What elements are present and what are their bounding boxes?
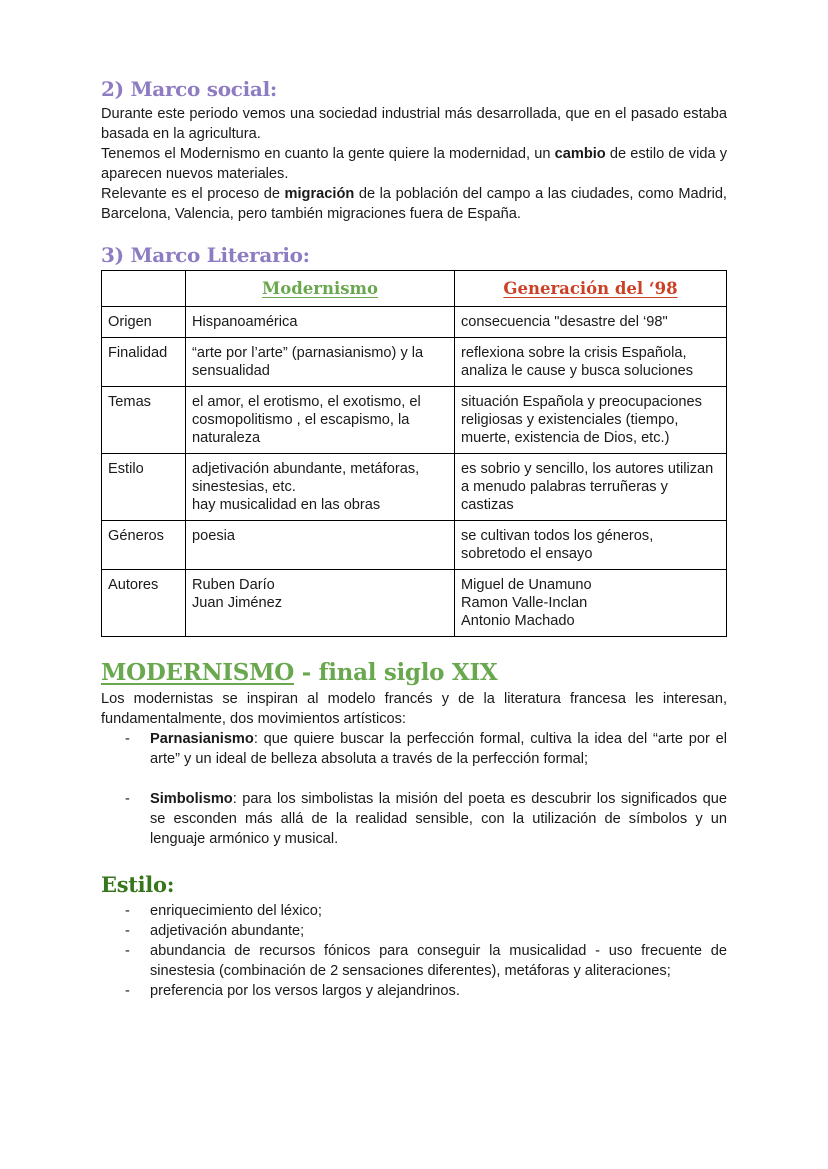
generacion-cell [455, 570, 727, 637]
cell-line: reflexiona sobre la crisis Española, analiza le cause y busca soluciones [461, 345, 694, 379]
cell-line: Ruben Darío [192, 577, 275, 593]
table-row [102, 338, 727, 387]
table-header-modernismo: Modernismo [186, 271, 455, 307]
table-row [102, 307, 727, 338]
row-label: Autores [102, 570, 186, 637]
cell-line: situación Española y preocupaciones religiosas y existenciales (tiempo, muerte, existencia de Dios, etc.) [461, 394, 702, 446]
modernismo-cell [186, 454, 455, 521]
cell-line: poesia [192, 528, 236, 544]
marco-literario-heading: 3) Marco Literario: [101, 243, 310, 267]
cell-line: Hispanoamérica [192, 314, 298, 330]
marco-social-heading: 2) Marco social: [101, 77, 277, 101]
modernismo-cell [186, 338, 455, 387]
generacion-cell [455, 454, 727, 521]
cell-line: Miguel de Unamuno [461, 577, 592, 593]
table-row [102, 387, 727, 454]
row-label: Finalidad [102, 338, 186, 387]
document-page [101, 74, 727, 1001]
estilo-list [101, 901, 727, 1001]
list-item: - abundancia de recursos fónicos para conseguir la musicalidad - uso frecuente de sinestesia (combinación de 2 sensaciones diferentes), metáforas y aliteraciones; [101, 941, 727, 981]
modernismo-cell [186, 521, 455, 570]
cell-line: adjetivación abundante, metáforas, sinestesias, etc. [192, 461, 420, 495]
list-item: - adjetivación abundante; [101, 921, 727, 941]
cell-line: Juan Jiménez [192, 595, 283, 611]
marco-social-p2: Tenemos el Modernismo en cuanto la gente quiere la modernidad, un cambio de estilo de vida y aparecen nuevos materiales. [101, 146, 727, 182]
estilo-heading: Estilo: [101, 872, 175, 897]
modernismo-intro: Los modernistas se inspiran al modelo francés y de la literatura francesa les interesan, fundamentalmente, dos movimientos artísticos: [101, 691, 727, 727]
table-header-row [102, 271, 727, 307]
marco-social-p1: Durante este periodo vemos una sociedad industrial más desarrollada, que en el pasado estaba basada en la agricultura. [101, 106, 727, 142]
row-label: Géneros [102, 521, 186, 570]
modernismo-heading: MODERNISMO - final siglo XIX [101, 659, 498, 686]
row-label: Origen [102, 307, 186, 338]
modernismo-list [101, 729, 727, 849]
cell-line: Antonio Machado [461, 613, 575, 629]
generacion-cell [455, 521, 727, 570]
cell-line: “arte por l’arte” (parnasianismo) y la sensualidad [192, 345, 424, 379]
cell-line: se cultivan todos los géneros, sobretodo el ensayo [461, 528, 654, 562]
table-header-generacion: Generación del ‘98 [455, 271, 727, 307]
cell-line: Ramon Valle-Inclan [461, 595, 588, 611]
generacion-cell [455, 338, 727, 387]
modernismo-cell [186, 387, 455, 454]
row-label: Estilo [102, 454, 186, 521]
row-label: Temas [102, 387, 186, 454]
table-row [102, 570, 727, 637]
list-item: - enriquecimiento del léxico; [101, 901, 727, 921]
modernismo-cell [186, 570, 455, 637]
list-item: - preferencia por los versos largos y alejandrinos. [101, 981, 727, 1001]
list-item: - Parnasianismo: que quiere buscar la perfección formal, cultiva la idea del “arte por el arte” y un ideal de belleza absoluta a través de la perfección formal; [101, 729, 727, 769]
cell-line: es sobrio y sencillo, los autores utilizan a menudo palabras terruñeras y castizas [461, 461, 714, 513]
table-row [102, 521, 727, 570]
cell-line: consecuencia "desastre del ‘98" [461, 314, 668, 330]
table-header-empty [102, 271, 186, 307]
table-row [102, 454, 727, 521]
generacion-cell [455, 307, 727, 338]
list-item: - Simbolismo: para los simbolistas la misión del poeta es descubrir los significados que se esconden más allá de la realidad sensible, con la utilización de símbolos y un lenguaje armónico y musical. [101, 789, 727, 849]
cell-line: el amor, el erotismo, el exotismo, el cosmopolitismo , el escapismo, la naturaleza [192, 394, 421, 446]
cell-line: hay musicalidad en las obras [192, 497, 381, 513]
marco-social-p3: Relevante es el proceso de migración de la población del campo a las ciudades, como Madrid, Barcelona, Valencia, pero también migraciones fuera de España. [101, 186, 727, 222]
comparison-table [101, 270, 727, 637]
generacion-cell [455, 387, 727, 454]
modernismo-cell [186, 307, 455, 338]
